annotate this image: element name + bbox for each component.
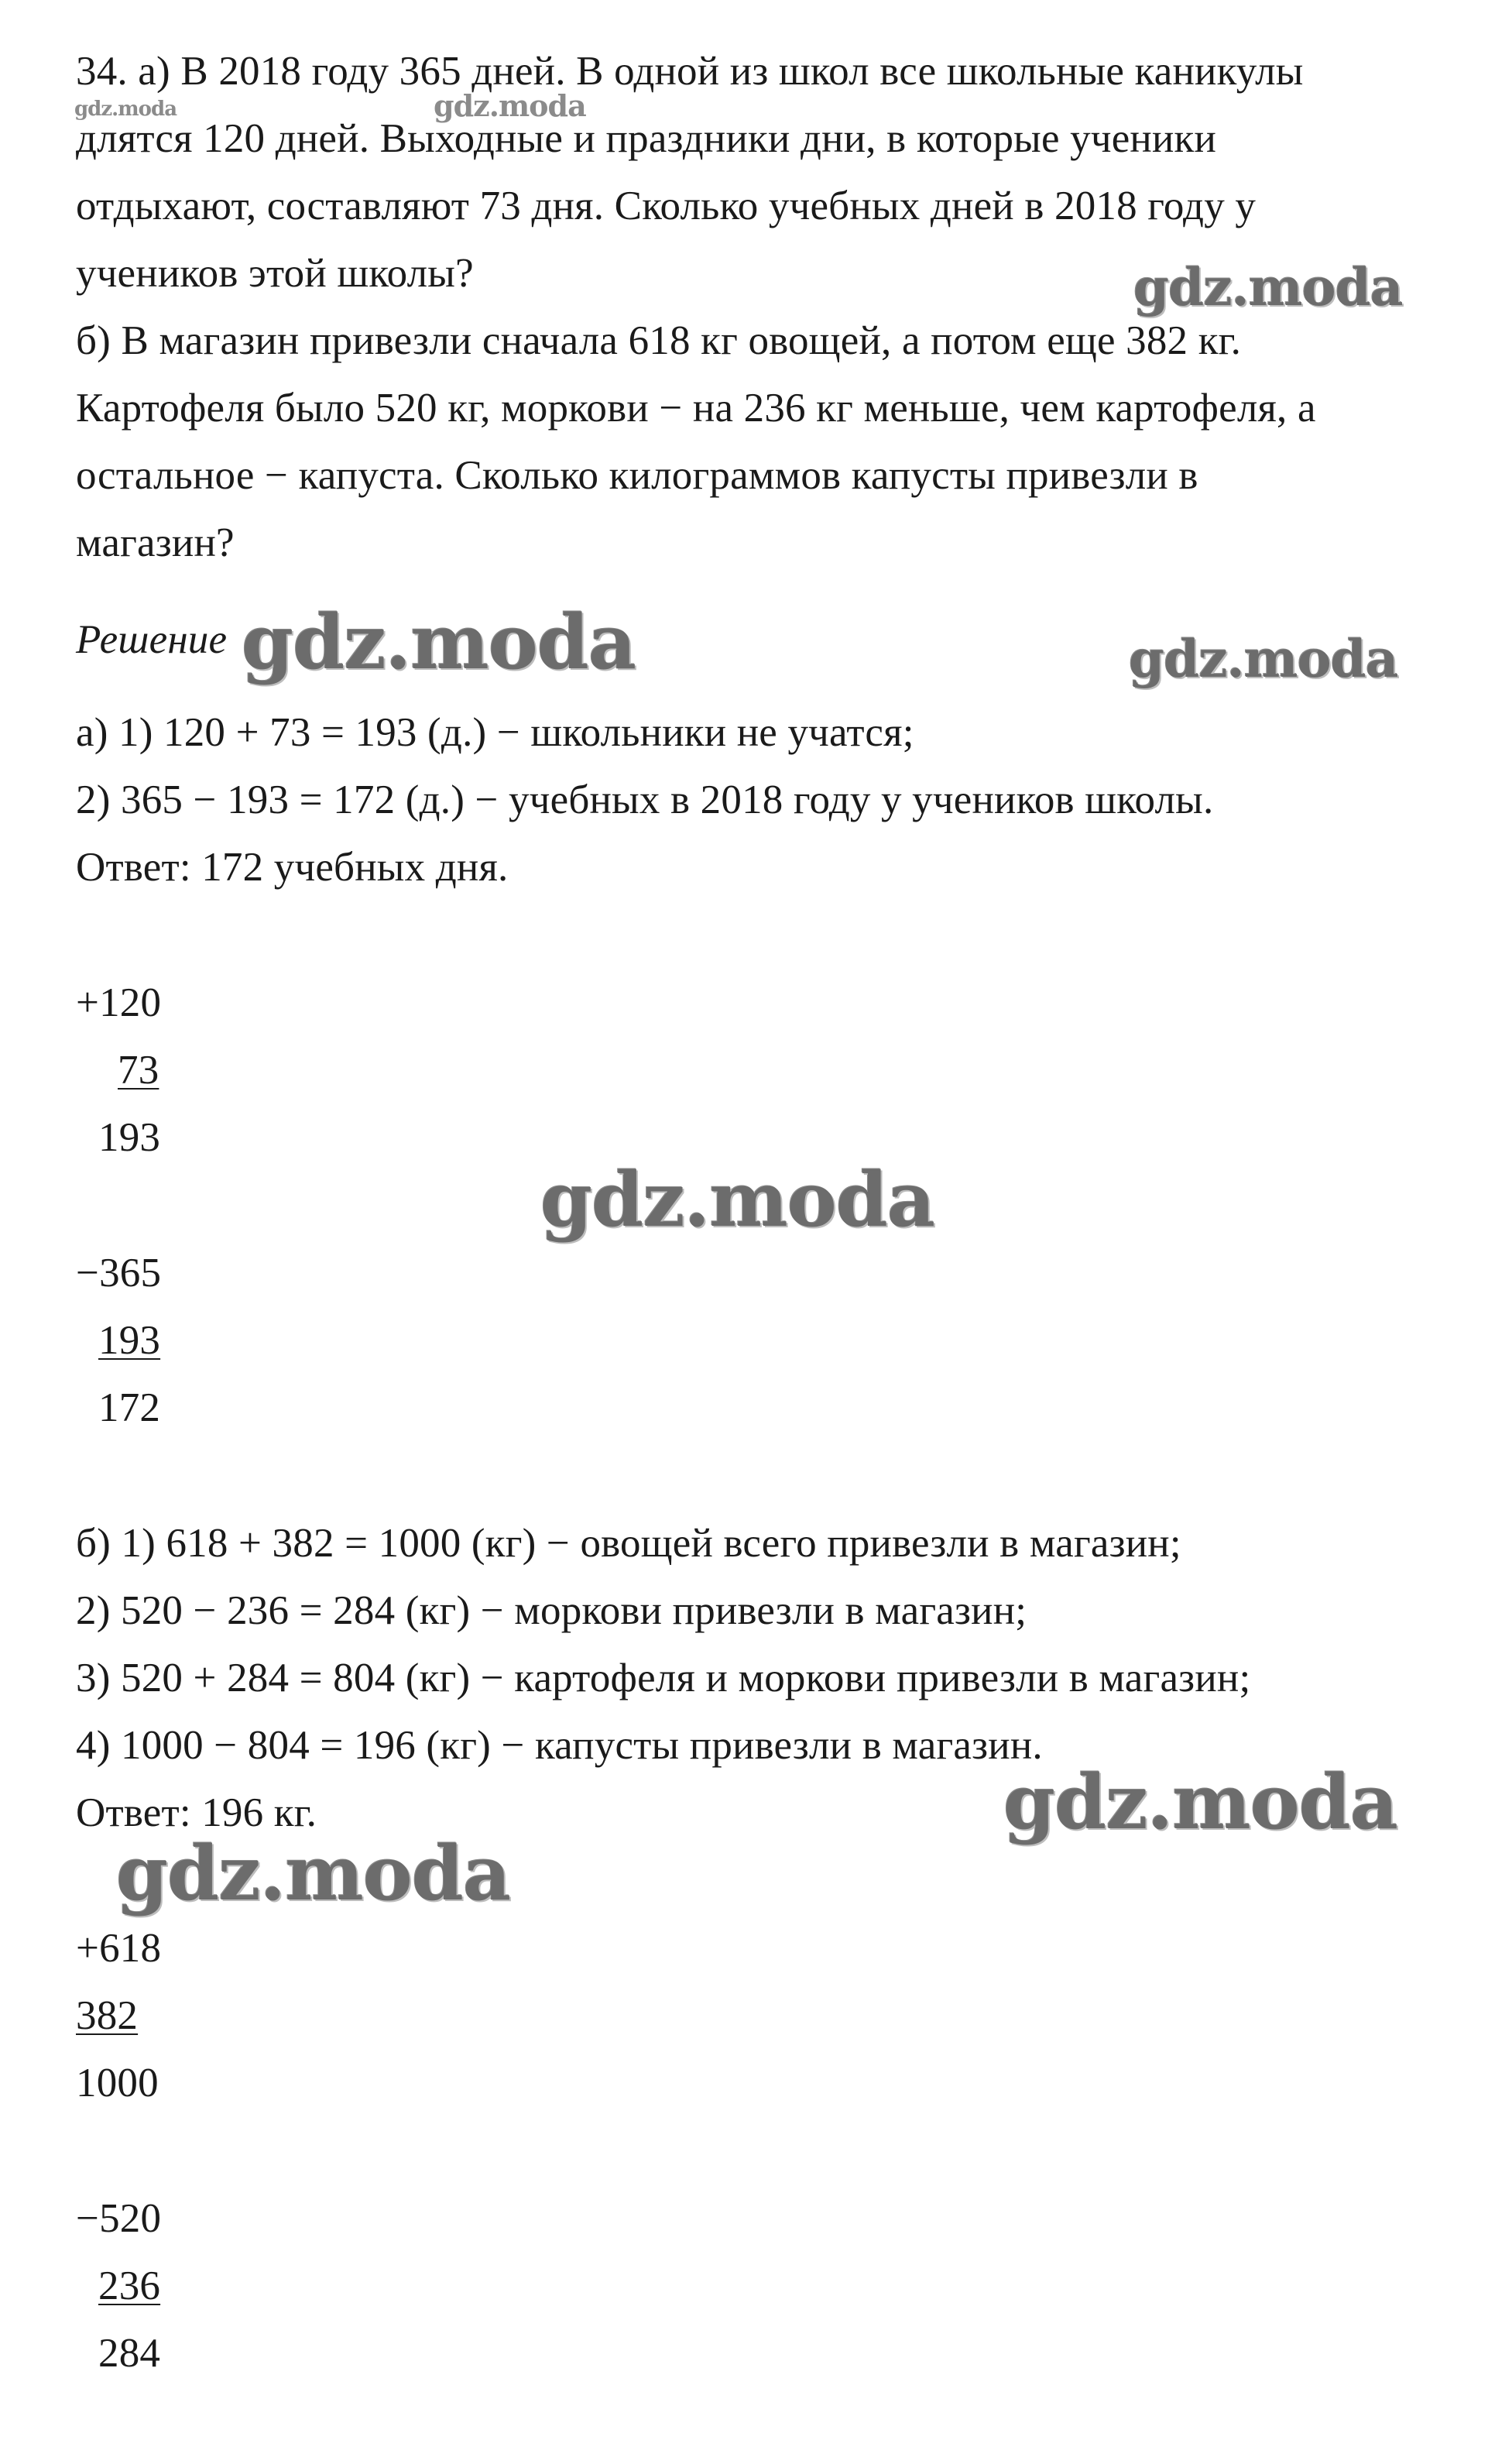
watermark-logo: gdz.moda <box>242 599 636 686</box>
answer-text: Ответ: 196 кг. <box>76 1790 317 1835</box>
calc-operand: +120 <box>76 980 162 1025</box>
calc-operand: +618 <box>76 1926 162 1971</box>
calc-result: 284 <box>98 2331 161 2376</box>
watermark-logo: gdz.moda <box>1003 1759 1398 1846</box>
problem-line: 34. а) В 2018 году 365 дней. В одной из школ все школьные каникулы <box>76 49 1304 94</box>
calc-result: 193 <box>98 1115 161 1160</box>
problem-line: отдыхают, составляют 73 дня. Сколько учебных дней в 2018 году у <box>76 184 1257 228</box>
solution-heading: Решение <box>76 617 228 662</box>
calc-operand: −520 <box>76 2196 162 2241</box>
calc-operand: 236 <box>98 2263 161 2308</box>
calc-operand: 382 <box>76 1993 139 2038</box>
solution-step: 2) 520 − 236 = 284 (кг) − моркови привезли в магазин; <box>76 1588 1027 1633</box>
problem-line: длятся 120 дней. Выходные и праздники дни, в которые ученики <box>76 116 1217 161</box>
problem-line: б) В магазин привезли сначала 618 кг овощей, а потом еще 382 кг. <box>76 318 1242 363</box>
watermark-logo: gdz.moda <box>1129 629 1398 689</box>
watermark-logo: gdz.moda <box>540 1156 935 1244</box>
watermark-logo: gdz.moda <box>74 98 177 121</box>
calc-operand: 193 <box>98 1318 161 1363</box>
calc-operand: 73 <box>118 1048 159 1093</box>
watermark-logo: gdz.moda <box>1133 257 1403 317</box>
problem-line: учеников этой школы? <box>76 251 474 296</box>
solution-step: б) 1) 618 + 382 = 1000 (кг) − овощей всего привезли в магазин; <box>76 1521 1181 1566</box>
problem-line: остальное − капуста. Сколько килограммов капусты привезли в <box>76 453 1198 498</box>
solution-step: 3) 520 + 284 = 804 (кг) − картофеля и моркови привезли в магазин; <box>76 1656 1251 1700</box>
watermark-logo: gdz.moda <box>116 1830 511 1917</box>
watermark-logo: gdz.moda <box>434 88 586 123</box>
solution-step: а) 1) 120 + 73 = 193 (д.) − школьники не учатся; <box>76 710 914 755</box>
problem-line: магазин? <box>76 520 235 565</box>
calc-result: 1000 <box>76 2061 159 2105</box>
answer-text: Ответ: 172 учебных дня. <box>76 845 509 890</box>
calc-result: 172 <box>98 1385 161 1430</box>
calc-operand: −365 <box>76 1251 162 1295</box>
solution-step: 4) 1000 − 804 = 196 (кг) − капусты привезли в магазин. <box>76 1723 1043 1768</box>
solution-step: 2) 365 − 193 = 172 (д.) − учебных в 2018 году у учеников школы. <box>76 777 1214 822</box>
problem-line: Картофеля было 520 кг, моркови − на 236 кг меньше, чем картофеля, а <box>76 386 1316 431</box>
